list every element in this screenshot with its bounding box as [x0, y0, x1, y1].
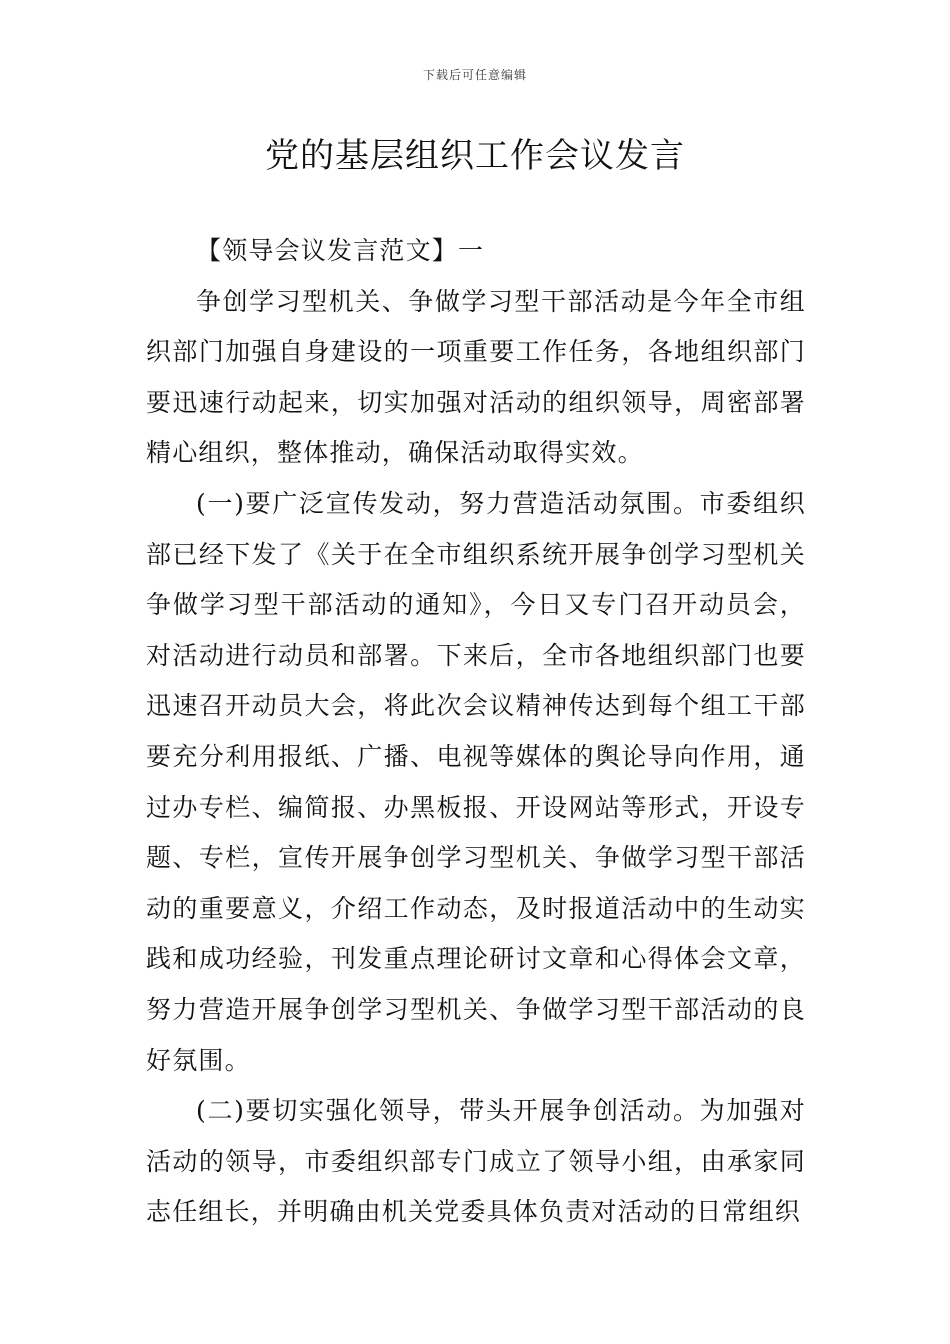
- body-paragraph: 争创学习型机关、争做学习型干部活动是今年全市组织部门加强自身建设的一项重要工作任务，各地组织部门要迅速行动起来，切实加强对活动的组织领导，周密部署精心组织，整体推动，确保活动取得实效。: [146, 286, 806, 468]
- body-paragraph: (二)要切实强化领导，带头开展争创活动。为加强对活动的领导，市委组织部专门成立了领导小组，由承家同志任组长，并明确由机关党委具体负责对活动的日常组织: [146, 1096, 806, 1227]
- body-paragraph: (一)要广泛宣传发动，努力营造活动氛围。市委组织部已经下发了《关于在全市组织系统开展争创学习型机关争做学习型干部活动的通知》，今日又专门召开动员会，对活动进行动员和部署。下来后，全市各地组织部门也要迅速召开动员大会，将此次会议精神传达到每个组工干部要充分利用报纸、广播、电视等媒体的舆论导向作用，通过办专栏、编简报、办黑板报、开设网站等形式，开设专题、专栏，宣传开展争创学习型机关、争做学习型干部活动的重要意义，介绍工作动态，及时报道活动中的生动实践和成功经验，刊发重点理论研讨文章和心得体会文章，努力营造开展争创学习型机关、争做学习型干部活动的良好氛围。: [146, 488, 806, 1075]
- document-body: [146, 226, 806, 1238]
- section-heading: 【领导会议发言范文】一: [196, 236, 485, 265]
- header-note: 下载后可任意编辑: [422, 68, 527, 82]
- document-title: 党的基层组织工作会议发言: [265, 136, 685, 176]
